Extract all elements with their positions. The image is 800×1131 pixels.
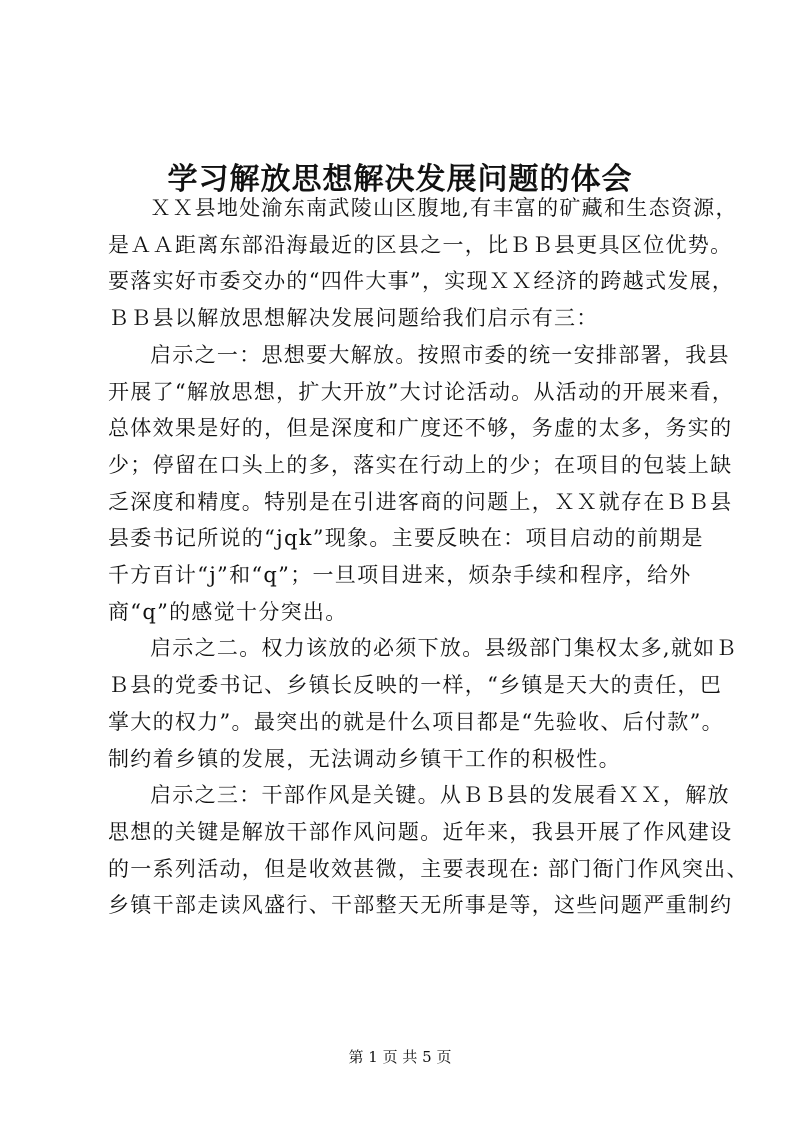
text-line: ＸＸ县地处渝东南武陵山区腹地,有丰富的矿藏和生态资源， (150, 196, 738, 220)
text-line: ＢＢ县以解放思想解决发展问题给我们启示有三： (108, 306, 599, 331)
text-line: 乡镇干部走读风盛行、干部整天无所事是等，这些问题严重制约 (108, 893, 733, 918)
text-line: 启示之一：思想要大解放。按照市委的统一安排部署，我县 (150, 342, 730, 367)
text-line: 要落实好市委交办的“四件大事”，实现ＸＸ经济的跨越式发展， (108, 269, 735, 294)
paragraph-4 (108, 777, 749, 924)
text-line: 启示之二。权力该放的必须下放。县级部门集权太多,就如Ｂ (150, 636, 738, 661)
paragraph-1 (108, 190, 738, 337)
paragraph-2 (108, 337, 735, 631)
document-body (108, 190, 749, 924)
text-line: Ｂ县的党委书记、乡镇长反映的一样，“乡镇是天大的责任，巴 (108, 673, 723, 698)
text-line: 开展了“解放思想，扩大开放”大讨论活动。从活动的开展来看， (108, 379, 735, 404)
document-title: 学习解放思想解决发展问题的体会 (167, 162, 633, 198)
text-line: 少；停留在口头上的多，落实在行动上的少；在项目的包装上缺 (108, 452, 733, 477)
text-line: 的一系列活动，但是收效甚微，主要表现在: 部门衙门作风突出、 (108, 856, 749, 881)
text-line: 是ＡＡ距离东部沿海最近的区县之一，比ＢＢ县更具区位优势。 (108, 232, 733, 257)
page-number-footer: 第 1 页 共 5 页 (348, 1048, 452, 1066)
text-line: 总体效果是好的，但是深度和广度还不够，务虚的太多，务实的 (108, 416, 733, 441)
text-line: 县委书记所说的“jqk”现象。主要反映在：项目启动的前期是 (108, 526, 704, 551)
text-line: 思想的关键是解放干部作风问题。近年来，我县开展了作风建设 (108, 819, 733, 844)
text-line: 制约着乡镇的发展，无法调动乡镇干工作的积极性。 (108, 746, 621, 771)
text-line: 启示之三：干部作风是关键。从ＢＢ县的发展看ＸＸ，解放 (150, 783, 730, 808)
text-line: 乏深度和精度。特别是在引进客商的问题上，ＸＸ就存在ＢＢ县 (108, 489, 733, 514)
text-line: 掌大的权力”。最突出的就是什么项目都是“先验收、后付款”。 (108, 709, 724, 734)
text-line: 千方百计“j”和“q”；一旦项目进来，烦杂手续和程序，给外 (108, 563, 692, 588)
text-line: 商“q”的感觉十分突出。 (108, 599, 348, 624)
paragraph-3 (108, 630, 738, 777)
